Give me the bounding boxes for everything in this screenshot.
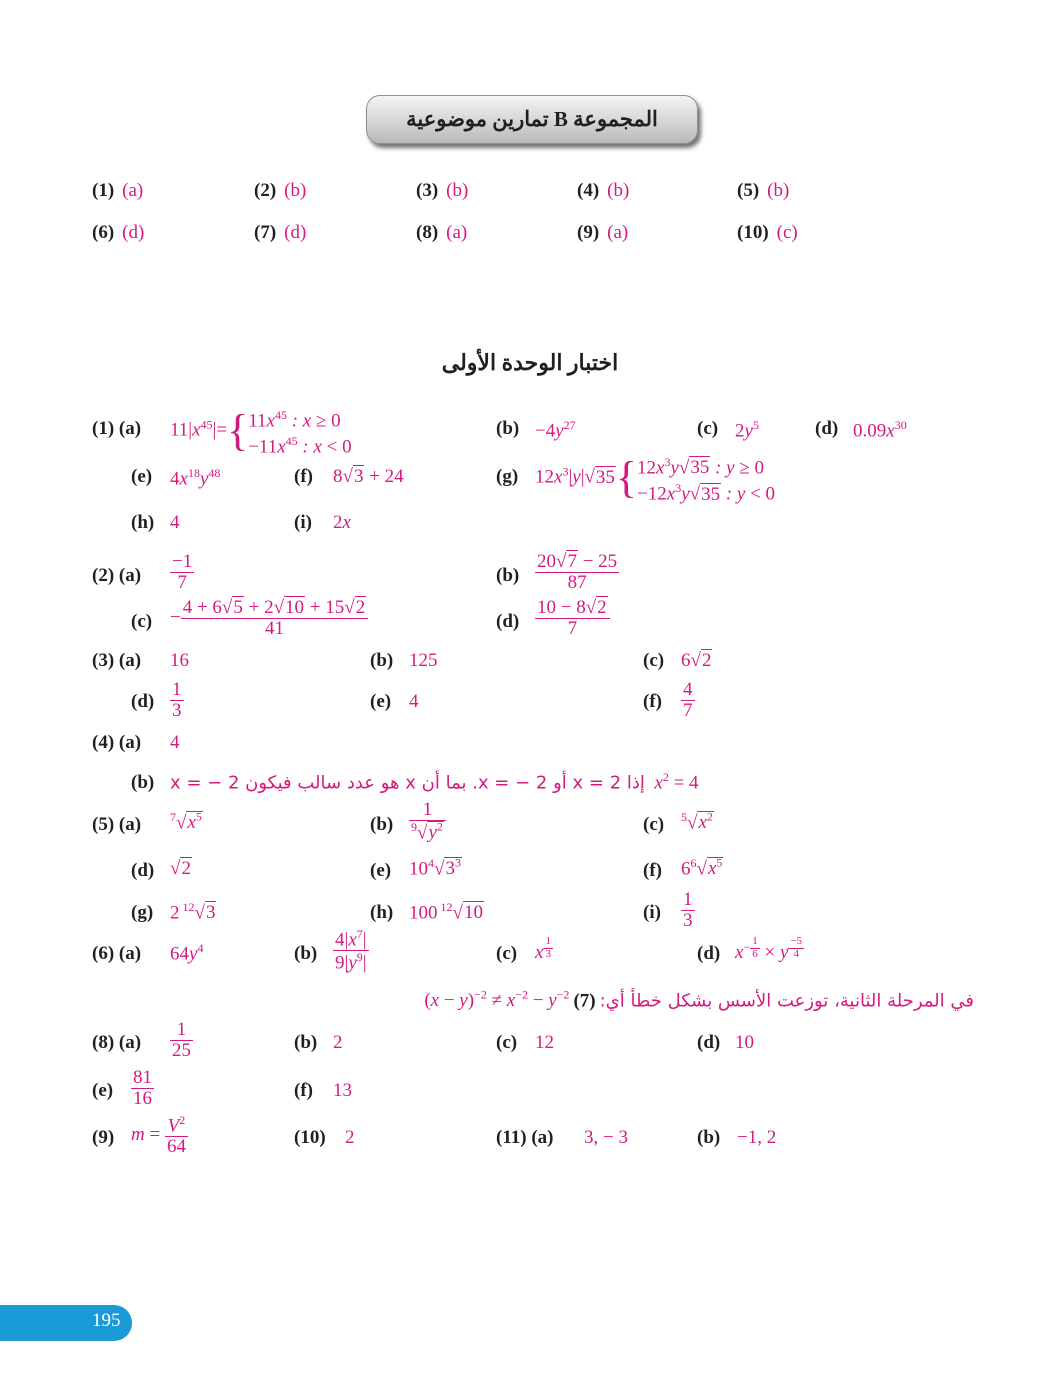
q1f-label: (f): [294, 466, 313, 487]
group-b-item: [416, 222, 467, 244]
group-b-item-answer: (b): [607, 180, 630, 201]
group-b-item-number: (1): [92, 180, 115, 201]
q8b-label: (b): [294, 1032, 318, 1053]
q1h-answer: 4: [170, 512, 180, 533]
q7-text: في المرحلة الثانية، توزعت الأسس بشكل خطأ أي:: [599, 990, 974, 1012]
q5g-label: (g): [131, 902, 154, 923]
q5e-answer: $10^4√3^3$: [409, 856, 461, 880]
q4-label: (4) (a): [92, 732, 142, 753]
q7-label: (7): [573, 990, 596, 1012]
group-b-item-answer: (b): [284, 180, 307, 201]
q11b-answer: −1, 2: [737, 1127, 777, 1148]
q6b-label: (b): [294, 943, 318, 964]
q6c-label: (c): [496, 943, 518, 964]
q3-label: (3) (a): [92, 650, 142, 671]
q3f-answer: $\frac{4}{7}$: [683, 679, 693, 721]
group-b-item: [92, 222, 144, 244]
group-b-banner: المجموعة B تمارين موضوعية: [366, 95, 698, 144]
q4b-answer: إذا x = 2 أو x = − 2. بما أن x هو عدد سالب فيكون x = − 2 $x^2 = 4$: [170, 770, 699, 794]
q5c-answer: $^5√x^2$: [681, 810, 713, 834]
q1d-answer: $0.09x^{30}$: [853, 418, 907, 442]
group-b-item-answer: (a): [446, 222, 468, 243]
q1g-answer: $12x^3|y|√35\{12x^3y√35$ : y ≥ 0 $-12x^3y√35$ : y < 0: [535, 453, 776, 505]
group-b-item: [737, 180, 789, 202]
q2a-answer: $\frac{-1}{7}$: [172, 551, 193, 593]
q6-label: (6) (a): [92, 943, 142, 964]
q8f-answer: 13: [333, 1080, 352, 1101]
q1d-label: (d): [815, 418, 839, 439]
q1b-answer: $-4y^{27}$: [535, 418, 576, 442]
group-b-item: [254, 222, 306, 244]
q1-label: (1) (a): [92, 418, 142, 439]
group-b-item-answer: (d): [122, 222, 145, 243]
q8c-label: (c): [496, 1032, 518, 1053]
group-b-item: [577, 222, 628, 244]
q5f-label: (f): [643, 860, 662, 881]
group-b-item: [254, 180, 306, 202]
q10-label: (10): [294, 1127, 326, 1148]
q5c-label: (c): [643, 814, 665, 835]
group-b-item: [416, 180, 468, 202]
q5g-answer: 2 $^{12}$√3: [170, 900, 216, 924]
q1e-label: (e): [131, 466, 153, 487]
q1f-answer: 8√3 + 24: [333, 466, 404, 487]
q8d-answer: 10: [735, 1032, 754, 1053]
q3e-answer: 4: [409, 691, 419, 712]
group-b-item-answer: (d): [284, 222, 307, 243]
q8e-answer: $\frac{81}{16}$: [133, 1067, 152, 1109]
q3b-answer: 125: [409, 650, 438, 671]
q3f-label: (f): [643, 691, 662, 712]
q1b-label: (b): [496, 418, 520, 439]
group-b-item-answer: (a): [607, 222, 629, 243]
group-b-item-number: (7): [254, 222, 277, 243]
q10-answer: 2: [345, 1127, 355, 1148]
group-b-item-number: (2): [254, 180, 277, 201]
q9-answer: m = $\frac{V^2}{64}$: [131, 1113, 186, 1158]
page-number: 195: [92, 1310, 121, 1331]
group-b-item-answer: (a): [122, 180, 144, 201]
q5e-label: (e): [370, 860, 392, 881]
q3d-label: (d): [131, 691, 155, 712]
q5a-answer: $^7√x^5$: [170, 810, 202, 834]
group-b-item-answer: (b): [767, 180, 790, 201]
q1a-answer: $11|x^{45}|=\{11x^{45}$ : x ≥ 0 $-11x^{45}$ : x < 0: [170, 406, 352, 458]
group-b-item: [737, 222, 798, 244]
q5b-label: (b): [370, 814, 394, 835]
q4b-label: (b): [131, 772, 155, 793]
q8c-answer: 12: [535, 1032, 554, 1053]
q3a-answer: 16: [170, 650, 189, 671]
q11b-label: (b): [697, 1127, 721, 1148]
q5d-label: (d): [131, 860, 155, 881]
q5i-label: (i): [643, 902, 661, 923]
group-b-item: [577, 180, 629, 202]
q1c-answer: $2y^5$: [735, 418, 759, 442]
q8e-label: (e): [92, 1080, 114, 1101]
q1g-label: (g): [496, 466, 519, 487]
q11a-answer: 3, − 3: [584, 1127, 628, 1148]
q1i-answer: 2x: [333, 512, 351, 533]
unit-test-title: اختبار الوحدة الأولى: [441, 350, 619, 375]
q1e-answer: $4x^{18}y^{48}$: [170, 466, 221, 490]
q8f-label: (f): [294, 1080, 313, 1101]
q2d-answer: $\frac{10 - 8√2}{7}$: [535, 598, 610, 639]
q2b-answer: $\frac{20√7 - 25}{87}$: [537, 551, 618, 593]
group-b-item-number: (4): [577, 180, 600, 201]
q2c-label: (c): [131, 611, 153, 632]
group-b-item: [92, 180, 143, 202]
q1i-label: (i): [294, 512, 312, 533]
q4a-answer: 4: [170, 732, 180, 753]
q2d-label: (d): [496, 611, 520, 632]
group-b-item-number: (8): [416, 222, 439, 243]
q2c-answer: − $\frac{4 + 6√5 + 2√10 + 15√2}{41}$: [170, 598, 368, 639]
q8b-answer: 2: [333, 1032, 343, 1053]
q2-label: (2) (a): [92, 565, 142, 586]
group-b-item-answer: (b): [446, 180, 469, 201]
group-b-item-number: (5): [737, 180, 760, 201]
group-b-item-number: (6): [92, 222, 115, 243]
q1c-label: (c): [697, 418, 719, 439]
q6b-answer: $\frac{4|x^7|}{9|y^9|}$: [335, 927, 367, 974]
q7-row: $(x - y)^{-2} \ne x^{-2} - y^{-2}$ في المرحلة الثانية، توزعت الأسس بشكل خطأ أي: (7): [424, 988, 974, 1012]
q3c-answer: 6√2: [681, 650, 712, 671]
q5i-answer: $\frac{1}{3}$: [683, 889, 693, 931]
q6c-answer: x $^{\frac{1}{3}}$: [535, 935, 551, 964]
q3b-label: (b): [370, 650, 394, 671]
q3c-label: (c): [643, 650, 665, 671]
q3d-answer: $\frac{1}{3}$: [172, 679, 182, 721]
q6a-answer: $64y^4$: [170, 941, 204, 965]
group-b-item-number: (3): [416, 180, 439, 201]
q5h-label: (h): [370, 902, 394, 923]
q1h-label: (h): [131, 512, 155, 533]
group-b-item-number: (9): [577, 222, 600, 243]
q5h-answer: 100 $^{12}$√10: [409, 900, 483, 924]
q5f-answer: $6^6√x^5$: [681, 856, 723, 880]
q2b-label: (b): [496, 565, 520, 586]
q5-label: (5) (a): [92, 814, 142, 835]
q11-label: (11) (a): [496, 1127, 554, 1148]
q6d-label: (d): [697, 943, 721, 964]
q9-label: (9): [92, 1127, 115, 1148]
q8d-label: (d): [697, 1032, 721, 1053]
q3e-label: (e): [370, 691, 392, 712]
q8-label: (8) (a): [92, 1032, 142, 1053]
q6d-answer: $x^{- \frac{1}{6}}$ × y $^{\frac{-5}{4}}$: [735, 935, 803, 964]
q5b-answer: $\frac{1}{^9√y^2}$: [409, 800, 446, 843]
q5d-answer: √2: [170, 858, 191, 879]
q8a-answer: $\frac{1}{25}$: [172, 1019, 191, 1061]
group-b-item-answer: (c): [776, 222, 798, 243]
group-b-item-number: (10): [737, 222, 769, 243]
